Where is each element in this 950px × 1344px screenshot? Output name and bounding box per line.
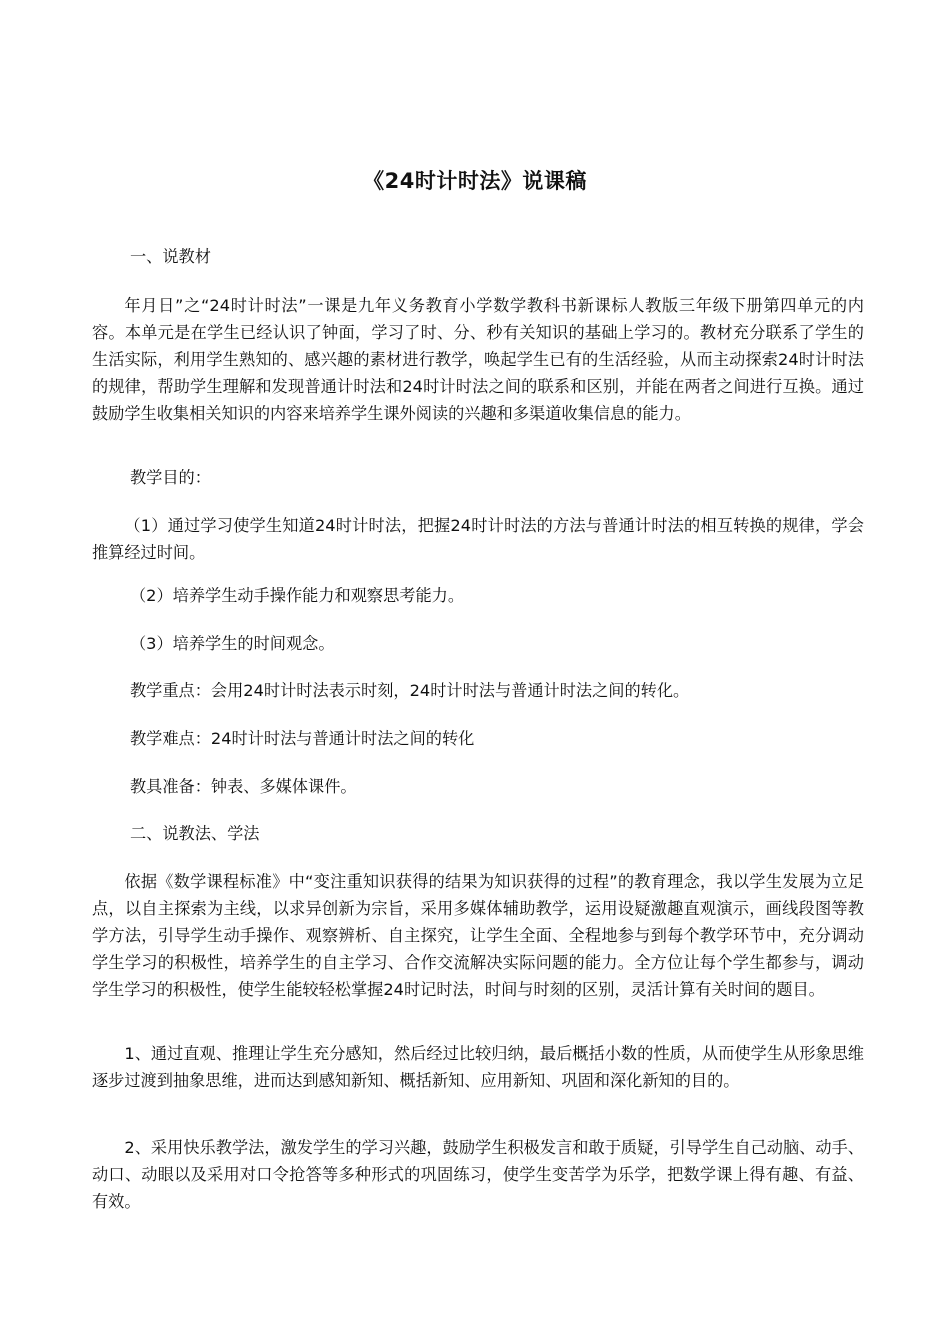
difficulty-point: 教学难点：24时计时法与普通计时法之间的转化 (130, 729, 475, 748)
goal-heading: 教学目的： (130, 468, 211, 487)
paragraph-methods: 依据《数学课程标准》中“变注重知识获得的结果为知识获得的过程”的教育理念，我以学生发展为立足点，以自主探索为主线，以求异创新为宗旨，采用多媒体辅助教学，运用设疑激趣直观演示，画线段图等教学方法，引导学生动手操作、观察辨析、自主探究，让学生全面、全程地参与到每个教学环节中，充分调动学生学习的积极性，培养学生的自主学习、合作交流解决实际问题的能力。全方位让每个学生都参与，调动学生学习的积极性，使学生能较轻松掌握24时记时法，时间与时刻的区别，灵活计算有关时间的题目。 (92, 872, 864, 999)
method-item-2: 2、采用快乐教学法，激发学生的学习兴趣，鼓励学生积极发言和敢于质疑，引导学生自己动脑、动手、动口、动眼以及采用对口令抢答等多种形式的巩固练习，使学生变苦学为乐学，把数学课上得有趣、有益、有效。 (92, 1138, 864, 1211)
method-item-1: 1、通过直观、推理让学生充分感知，然后经过比较归纳，最后概括小数的性质，从而使学生从形象思维逐步过渡到抽象思维，进而达到感知新知、概括新知、应用新知、巩固和深化新知的目的。 (92, 1044, 864, 1090)
paragraph-textbook: 年月日”之“24时计时法”一课是九年义务教育小学数学教科书新课标人教版三年级下册第四单元的内容。本单元是在学生已经认识了钟面，学习了时、分、秒有关知识的基础上学习的。教材充分联系了学生的生活实际，利用学生熟知的、感兴趣的素材进行教学，唤起学生已有的生活经验，从而主动探索24时计时法的规律，帮助学生理解和发现普通计时法和24时计时法之间的联系和区别，并能在两者之间进行互换。通过鼓励学生收集相关知识的内容来培养学生课外阅读的兴趣和多渠道收集信息的能力。 (92, 296, 864, 423)
goal-item-3: （3）培养学生的时间观念。 (130, 634, 335, 653)
teaching-tools: 教具准备：钟表、多媒体课件。 (130, 777, 357, 796)
section-heading-1: 一、说教材 (130, 247, 211, 266)
key-point: 教学重点：会用24时计时法表示时刻，24时计时法与普通计时法之间的转化。 (130, 681, 690, 700)
page-title: 《24时计时法》说课稿 (363, 169, 587, 193)
section-heading-2: 二、说教法、学法 (130, 824, 260, 843)
goal-item-2: （2）培养学生动手操作能力和观察思考能力。 (130, 586, 465, 605)
goal-item-1: （1）通过学习使学生知道24时计时法，把握24时计时法的方法与普通计时法的相互转换的规律，学会推算经过时间。 (92, 516, 864, 562)
